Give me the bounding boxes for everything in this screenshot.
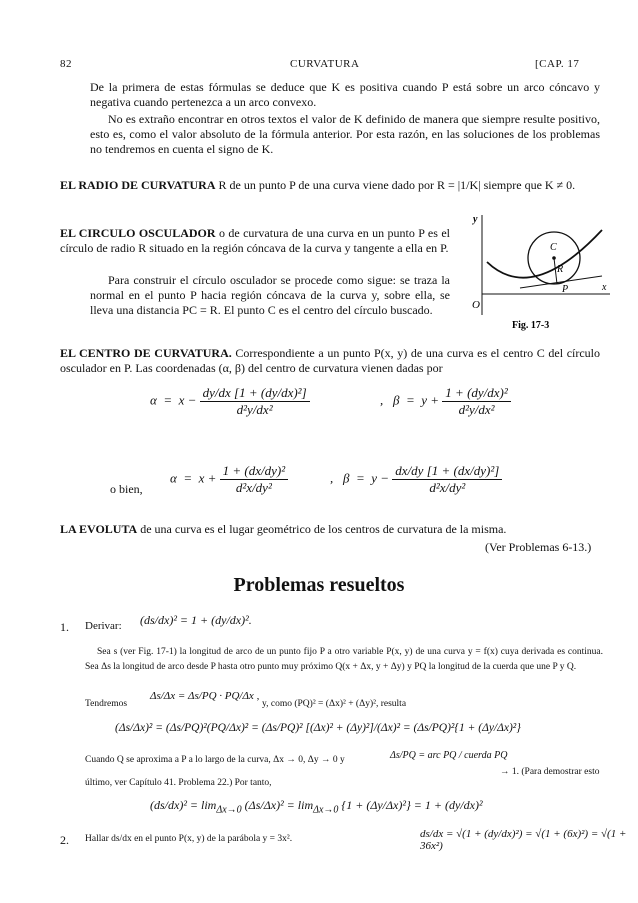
pq-identity-text: y, como (PQ)² = (Δx)² + (Δy)², resulta: [262, 699, 407, 709]
page-number: 82: [60, 58, 72, 70]
origin-label: O: [472, 299, 480, 311]
obien-label: o bien,: [110, 482, 143, 496]
limit-condition-text: Cuando Q se aproxima a P a lo largo de la curva, Δx → 0, Δy → 0 y: [85, 755, 345, 765]
beta-formula-1: , β = y + $\frac{\text{1 + (dy/dx)²}}{\text{d²y/dx²}}$: [380, 385, 511, 418]
limit-derivation-formula: $(ds/dx)^2 = \lim_{\Delta x\to 0} (\Delta s/\Delta x)^2 = \lim_{\Delta x\to 0} \{1 + (\Delta y/\Delta x)^2\} = 1 + (dy/dx)^2$: [150, 798, 483, 816]
radio-heading: EL RADIO DE CURVATURA: [60, 178, 216, 192]
beta-formula-2: , β = y − $\frac{\text{dx/dy [1 + (dx/dy)²]}}{\text{d²x/dy²}}$: [330, 463, 502, 496]
chapter-ref: [CAP. 17: [535, 58, 580, 70]
center-label: C: [550, 242, 557, 253]
center-point: [552, 256, 556, 260]
tendremos-label: Tendremos: [85, 699, 128, 709]
osculating-circle-figure: [462, 210, 612, 340]
x-axis-label: x: [602, 282, 607, 293]
centro-section: [60, 346, 600, 376]
centro-heading: EL CENTRO DE CURVATURA.: [60, 346, 232, 360]
squared-ratio-formula: (Δs/Δx)² = (Δs/PQ)²(PQ/Δx)² = (Δs/PQ)² [(Δx)² + (Δy)²]/(Δx)² = (Δs/PQ)²{1 + (Δy/Δx)²}: [115, 722, 521, 734]
problem-1-statement: (ds/dx)² = 1 + (dy/dx)².: [140, 613, 252, 627]
circulo-heading: EL CIRCULO OSCULADOR: [60, 226, 216, 240]
problem-1-number: 1.: [60, 620, 69, 634]
problem-2-solution: ds/dx = √(1 + (dy/dx)²) = √(1 + (6x)²) = √(1 + 36x²): [420, 828, 627, 852]
evoluta-section: [60, 522, 600, 537]
arc-chord-ratio: Δs/PQ = arc PQ / cuerda PQ: [390, 750, 508, 761]
alpha-formula-2: α = x + $\frac{\text{1 + (dx/dy)²}}{\text{d²x/dy²}}$: [170, 463, 288, 496]
problem-1-text: Sea s (ver Fig. 17-1) la longitud de arco de un punto fijo P a otro variable P(x, y) de una curva y = f(x) cuya derivada es continua. Sea Δs la longitud de arco desde P hasta otro punto muy próximo Q(x + Δx, y + Δy) y PQ la longitud de la cuerda que une P y Q.: [85, 647, 603, 672]
problem-2-statement: Hallar ds/dx en el punto P(x, y) de la parábola y = 3x².: [85, 834, 293, 844]
evoluta-heading: LA EVOLUTA: [60, 522, 138, 536]
circulo-text: o de curvatura de una curva en un punto P es el círculo de radio R situado en la región cóncava de la curva y tangente a ella en P.: [60, 226, 450, 255]
circulo-construction: Para construir el círculo osculador se procede como sigue: se traza la normal en el punto P hacia región cóncava de la curva y, sobre ella, se lleva una distancia PC = R. El punto C es el centro del círculo buscado.: [90, 273, 450, 317]
alpha-formula-1: α = x − $\frac{\text{dy/dx [1 + (dy/dx)²]}}{\text{d²y/dx²}}$: [150, 385, 310, 418]
chapter-reference-text: último, ver Capítulo 41. Problema 22.) Por tanto,: [85, 778, 272, 788]
problem-2-number: 2.: [60, 833, 69, 847]
y-axis-label: y: [473, 214, 478, 225]
delta-ratio-formula: Δs/Δx = Δs/PQ · PQ/Δx ,: [150, 690, 260, 702]
evoluta-reference: (Ver Problemas 6-13.): [485, 540, 592, 554]
problem-2-result: = √(1 + (6x)²) = √(1 + 36x²): [420, 828, 627, 852]
radio-section: [60, 178, 600, 193]
problem-1-label: Derivar:: [85, 620, 122, 632]
evoluta-text: de una curva es el lugar geométrico de los centros de curvatura de la misma.: [140, 522, 507, 536]
intro-paragraph-2: No es extraño encontrar en otros textos el valor de K definido de manera que siempre resulte positivo, esto es, como el valor absoluto de la fórmula anterior. Por esta razón, en las soluciones de los problemas no tendremos en cuenta el signo de K.: [90, 112, 600, 156]
arc-chord-limit-text: → 1. (Para demostrar esto: [500, 767, 600, 777]
radius-label: R: [557, 264, 564, 275]
point-label: P: [562, 284, 569, 295]
intro-paragraph-1: De la primera de estas fórmulas se deduce que K es positiva cuando P está sobre un arco cóncavo y negativa cuando pertenezca a un arco convexo.: [90, 80, 600, 109]
curve: [487, 230, 602, 278]
tangent-line: [520, 276, 602, 288]
running-title: CURVATURA: [290, 58, 360, 70]
centro-text: Correspondiente a un punto P(x, y) de una curva es el centro C del círculo osculador en P. Las coordenadas (α, β) del centro de curvatura vienen dadas por: [60, 346, 601, 375]
radio-text: R de un punto P de una curva viene dado por R = |1/K| siempre que K ≠ 0.: [218, 178, 576, 192]
figure-caption: Fig. 17-3: [512, 320, 550, 331]
circulo-section: [60, 226, 450, 256]
problems-title: Problemas resueltos: [233, 574, 405, 596]
